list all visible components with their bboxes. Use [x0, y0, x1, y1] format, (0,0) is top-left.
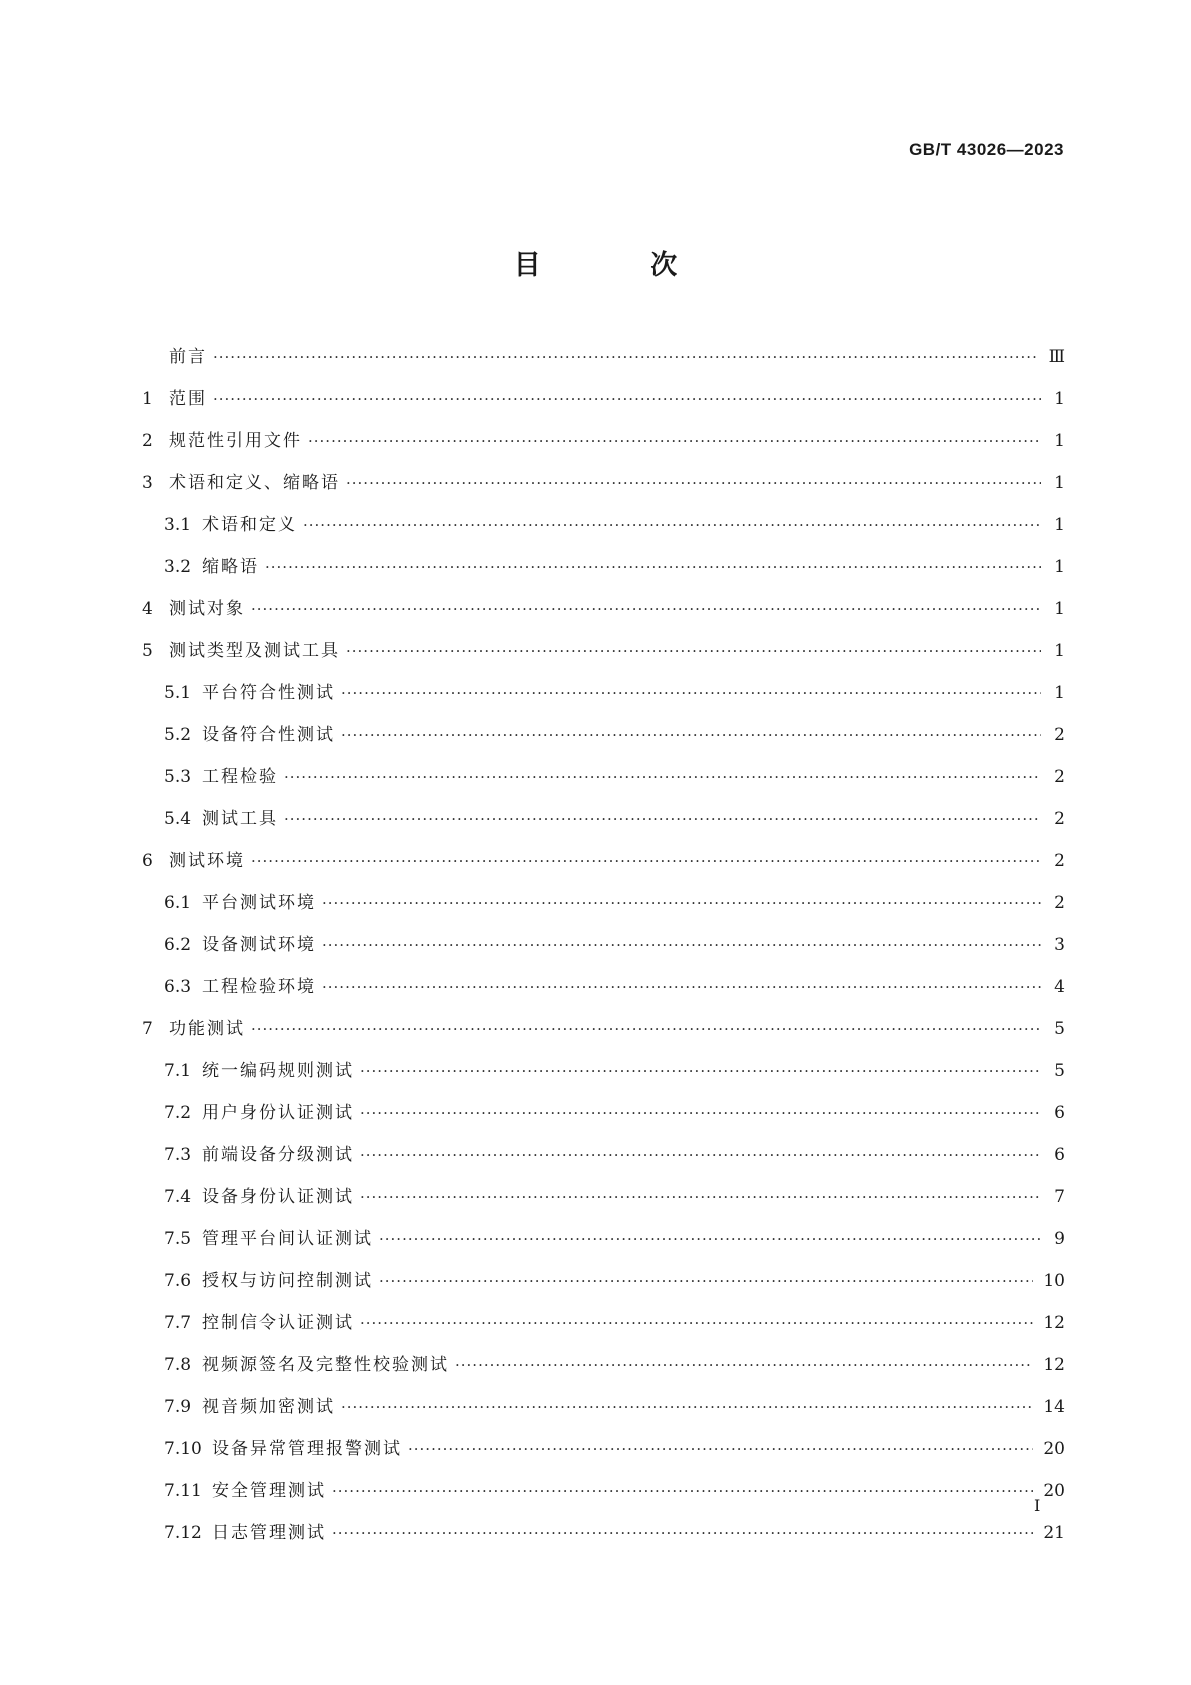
toc-page: 2 [1054, 893, 1065, 913]
toc-number: 7.10 [164, 1439, 202, 1459]
toc-label: 统一编码规则测试 [202, 1061, 354, 1081]
toc-entry[interactable] [142, 1302, 1065, 1344]
toc-page: 4 [1054, 977, 1065, 997]
toc-leader [379, 1218, 1041, 1260]
toc-page: 20 [1043, 1481, 1065, 1501]
toc-label: 授权与访问控制测试 [202, 1271, 373, 1291]
toc-leader [213, 336, 1039, 378]
toc-page: 14 [1043, 1397, 1065, 1417]
toc-number: 6 [142, 851, 153, 871]
toc-leader [408, 1428, 1033, 1470]
toc-page: 2 [1054, 767, 1065, 787]
toc-page: 20 [1043, 1439, 1065, 1459]
toc-leader [251, 588, 1041, 630]
toc-page: 3 [1054, 935, 1065, 955]
toc-label: 设备测试环境 [202, 935, 316, 955]
toc-label: 视音频加密测试 [202, 1397, 335, 1417]
toc-label: 平台测试环境 [202, 893, 316, 913]
toc-label: 测试环境 [169, 851, 245, 871]
toc-number: 7.9 [164, 1397, 192, 1417]
toc-page: 1 [1054, 557, 1065, 577]
page-title: 目 次 [513, 250, 728, 281]
toc-label: 设备异常管理报警测试 [212, 1439, 402, 1459]
toc-page: 1 [1054, 641, 1065, 661]
toc-label: 前言 [169, 347, 207, 367]
toc-leader [284, 798, 1041, 840]
toc-leader [265, 546, 1041, 588]
toc-number: 5.1 [164, 683, 192, 703]
toc-page: 6 [1054, 1103, 1065, 1123]
toc-entry[interactable] [142, 840, 1065, 882]
toc-page: 2 [1054, 851, 1065, 871]
toc-entry[interactable] [142, 672, 1065, 714]
toc-label: 平台符合性测试 [202, 683, 335, 703]
toc-page: 1 [1054, 599, 1065, 619]
toc-entry[interactable] [142, 1218, 1065, 1260]
page-number: I [1034, 1496, 1041, 1515]
toc-number: 2 [142, 431, 153, 451]
toc-entry[interactable] [142, 1092, 1065, 1134]
toc-leader [346, 630, 1041, 672]
toc-page: 7 [1054, 1187, 1065, 1207]
toc-leader [346, 462, 1041, 504]
toc-number: 3.2 [164, 557, 192, 577]
toc-label: 用户身份认证测试 [202, 1103, 354, 1123]
toc-label: 视频源签名及完整性校验测试 [202, 1355, 449, 1375]
toc-leader [322, 924, 1041, 966]
toc-number: 5.3 [164, 767, 192, 787]
toc-number: 4 [142, 599, 153, 619]
toc-leader [360, 1176, 1041, 1218]
toc-entry[interactable] [142, 966, 1065, 1008]
toc-label: 功能测试 [169, 1019, 245, 1039]
standard-code: GB/T 43026—2023 [909, 140, 1064, 159]
toc-label: 测试类型及测试工具 [169, 641, 340, 661]
toc-entry[interactable] [142, 756, 1065, 798]
toc-number: 7.3 [164, 1145, 192, 1165]
toc-number: 5 [142, 641, 153, 661]
toc-number: 6.1 [164, 893, 192, 913]
toc-entry[interactable] [142, 336, 1065, 378]
toc-label: 规范性引用文件 [169, 431, 302, 451]
toc-leader [251, 840, 1041, 882]
toc-page: 10 [1043, 1271, 1065, 1291]
toc-page: 1 [1054, 431, 1065, 451]
toc-label: 安全管理测试 [212, 1481, 326, 1501]
toc-number: 7.8 [164, 1355, 192, 1375]
toc-entry[interactable] [142, 588, 1065, 630]
toc-entry[interactable] [142, 1470, 1065, 1512]
toc-number: 1 [142, 389, 153, 409]
toc-label: 范围 [169, 389, 207, 409]
toc-page: Ⅲ [1048, 347, 1065, 367]
toc-label: 设备符合性测试 [202, 725, 335, 745]
toc-leader [284, 756, 1041, 798]
toc-page: 5 [1054, 1061, 1065, 1081]
toc-leader [341, 714, 1041, 756]
toc-page: 1 [1054, 389, 1065, 409]
toc-entry[interactable] [142, 1344, 1065, 1386]
toc-entry[interactable] [142, 1008, 1065, 1050]
toc-number: 7.7 [164, 1313, 192, 1333]
toc-page: 12 [1043, 1355, 1065, 1375]
toc-leader [360, 1302, 1033, 1344]
toc-page: 2 [1054, 725, 1065, 745]
toc-label: 测试对象 [169, 599, 245, 619]
toc-page: 12 [1043, 1313, 1065, 1333]
toc-number: 6.2 [164, 935, 192, 955]
toc-entry[interactable] [142, 1050, 1065, 1092]
toc-number: 7.2 [164, 1103, 192, 1123]
toc-entry[interactable] [142, 420, 1065, 462]
toc-number: 7.12 [164, 1523, 202, 1543]
toc-entry[interactable] [142, 504, 1065, 546]
toc-number: 7.6 [164, 1271, 192, 1291]
toc-page: 1 [1054, 515, 1065, 535]
toc-entry[interactable] [142, 546, 1065, 588]
toc-entry[interactable] [142, 714, 1065, 756]
toc-label: 缩略语 [202, 557, 259, 577]
toc-page: 1 [1054, 683, 1065, 703]
toc-leader [341, 672, 1041, 714]
toc-label: 前端设备分级测试 [202, 1145, 354, 1165]
toc-number: 7.1 [164, 1061, 192, 1081]
toc-page: 1 [1054, 473, 1065, 493]
toc-number: 3.1 [164, 515, 192, 535]
table-of-contents [142, 336, 1065, 1554]
toc-entry[interactable] [142, 1512, 1065, 1554]
toc-entry[interactable] [142, 1134, 1065, 1176]
toc-entry[interactable] [142, 924, 1065, 966]
toc-entry[interactable] [142, 1176, 1065, 1218]
toc-leader [341, 1386, 1033, 1428]
toc-entry[interactable] [142, 798, 1065, 840]
toc-number: 7.4 [164, 1187, 192, 1207]
toc-leader [332, 1512, 1033, 1554]
toc-leader [213, 378, 1041, 420]
toc-entry[interactable] [142, 630, 1065, 672]
toc-entry[interactable] [142, 1386, 1065, 1428]
toc-number: 5.4 [164, 809, 192, 829]
toc-label: 日志管理测试 [212, 1523, 326, 1543]
toc-leader [379, 1260, 1033, 1302]
toc-number: 5.2 [164, 725, 192, 745]
toc-label: 管理平台间认证测试 [202, 1229, 373, 1249]
toc-leader [322, 966, 1041, 1008]
toc-page: 9 [1054, 1229, 1065, 1249]
toc-leader [360, 1050, 1041, 1092]
toc-label: 设备身份认证测试 [202, 1187, 354, 1207]
toc-page: 21 [1043, 1523, 1065, 1543]
toc-label: 术语和定义 [202, 515, 297, 535]
toc-label: 测试工具 [202, 809, 278, 829]
toc-entry[interactable] [142, 882, 1065, 924]
toc-page: 6 [1054, 1145, 1065, 1165]
toc-number: 7 [142, 1019, 153, 1039]
toc-leader [308, 420, 1041, 462]
toc-entry[interactable] [142, 462, 1065, 504]
toc-entry[interactable] [142, 1260, 1065, 1302]
toc-page: 2 [1054, 809, 1065, 829]
toc-label: 工程检验 [202, 767, 278, 787]
toc-number: 7.11 [164, 1481, 202, 1501]
toc-leader [360, 1134, 1041, 1176]
toc-leader [332, 1470, 1033, 1512]
toc-entry[interactable] [142, 378, 1065, 420]
toc-leader [322, 882, 1041, 924]
toc-number: 3 [142, 473, 153, 493]
toc-leader [303, 504, 1041, 546]
toc-label: 工程检验环境 [202, 977, 316, 997]
toc-label: 术语和定义、缩略语 [169, 473, 340, 493]
toc-entry[interactable] [142, 1428, 1065, 1470]
toc-leader [251, 1008, 1041, 1050]
toc-leader [360, 1092, 1041, 1134]
toc-label: 控制信令认证测试 [202, 1313, 354, 1333]
toc-page: 5 [1054, 1019, 1065, 1039]
toc-leader [455, 1344, 1033, 1386]
toc-number: 6.3 [164, 977, 192, 997]
toc-number: 7.5 [164, 1229, 192, 1249]
